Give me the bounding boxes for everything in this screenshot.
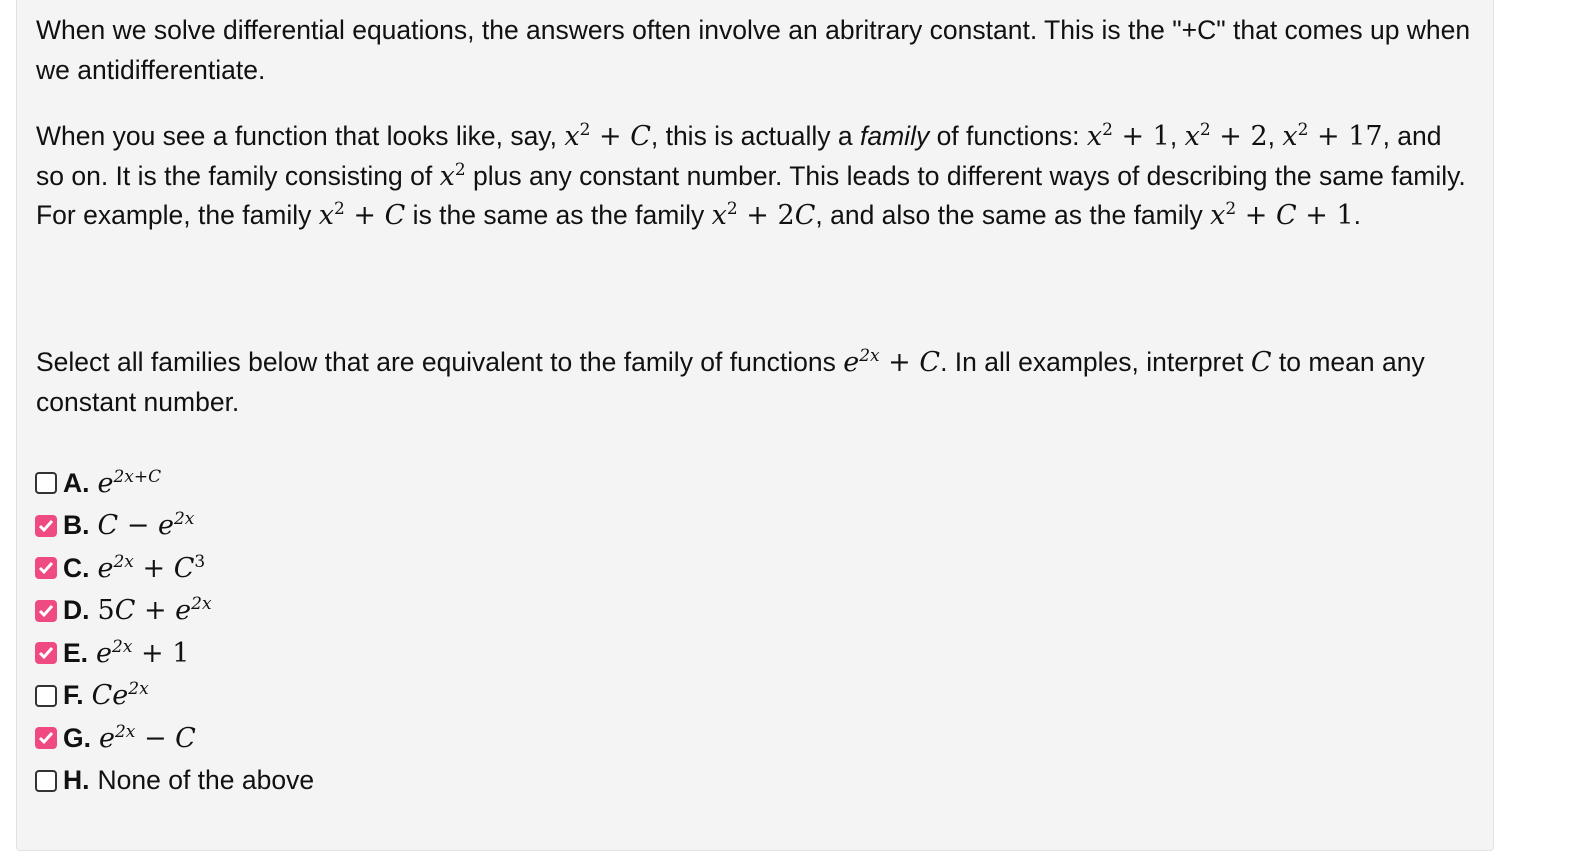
checkbox-h[interactable]: [35, 770, 57, 792]
answer-options: [35, 462, 314, 802]
option-letter: F.: [63, 680, 84, 711]
option-f[interactable]: [35, 675, 314, 718]
option-c-expr: $e^{2x} + C^3$: [97, 551, 206, 584]
option-c[interactable]: [35, 547, 314, 590]
option-b[interactable]: [35, 505, 314, 548]
checkbox-e[interactable]: [35, 642, 57, 664]
math-x2-plus-1: $x^2 + 1$: [1086, 120, 1170, 152]
math-e2x-plus-c: $e^{2x} + C$: [843, 346, 941, 378]
checkbox-f[interactable]: [35, 685, 57, 707]
checkbox-c[interactable]: [35, 557, 57, 579]
option-a-expr: $e^{2x+C}$: [97, 466, 162, 499]
option-letter: G.: [63, 722, 91, 753]
option-letter: D.: [63, 595, 90, 626]
option-letter: A.: [63, 467, 90, 498]
option-g-expr: $e^{2x} - C$: [98, 721, 196, 754]
checkbox-g[interactable]: [35, 727, 57, 749]
checkbox-b[interactable]: [35, 515, 57, 537]
option-h[interactable]: [35, 760, 314, 803]
intro-paragraph-2: When you see a function that looks like, say, $x^2 + C$, this is actually a family of functions: $x^2 + 1$, $x^2 + 2$, $x^2 + 17$, and so on. It is the family consisting of $x^2$ plus any constant number. This leads to different ways of describing the same family. For example, the family $x^2 + C$ is the same as the family $x^2 + 2C$, and also the same as the family $x^2 + C + 1$.: [36, 120, 1466, 231]
option-letter: B.: [63, 510, 90, 541]
intro-paragraph-1: When we solve differential equations, the answers often involve an abritrary constant. This is the "+C" that comes up when we antidifferentiate.: [36, 15, 1471, 85]
math-x2-plus-c-plus-1: $x^2 + C + 1$: [1210, 199, 1354, 231]
option-a[interactable]: [35, 462, 314, 505]
option-f-expr: $Ce^{2x}$: [91, 679, 149, 712]
checkbox-d[interactable]: [35, 600, 57, 622]
question-panel: [16, 0, 1494, 851]
math-x2-plus-2c: $x^2 + 2C$: [711, 199, 816, 231]
math-x2-plus-17: $x^2 + 17$: [1282, 120, 1383, 152]
math-x2-plus-c-b: $x^2 + C$: [318, 199, 406, 231]
math-x2: $x^2$: [439, 159, 466, 192]
math-x2-plus-2: $x^2 + 2$: [1184, 120, 1268, 152]
option-b-expr: $C - e^{2x}$: [97, 509, 195, 542]
option-d-expr: $5C + e^{2x}$: [97, 594, 212, 627]
option-g[interactable]: [35, 717, 314, 760]
option-letter: H.: [63, 765, 90, 796]
option-d[interactable]: [35, 590, 314, 633]
option-e[interactable]: [35, 632, 314, 675]
question-text: Select all families below that are equivalent to the family of functions $e^{2x} + C$. In all examples, interpret C to mean any constant number.: [36, 346, 1425, 417]
checkbox-a[interactable]: [35, 472, 57, 494]
math-x2-plus-c: $x^2 + C$: [564, 120, 651, 152]
option-letter: C.: [63, 552, 90, 583]
option-e-expr: $e^{2x} + 1$: [96, 636, 190, 669]
option-letter: E.: [63, 637, 89, 668]
option-h-label: None of the above: [97, 765, 315, 796]
math-c: C: [1250, 347, 1272, 378]
family-emphasis: family: [860, 121, 930, 151]
